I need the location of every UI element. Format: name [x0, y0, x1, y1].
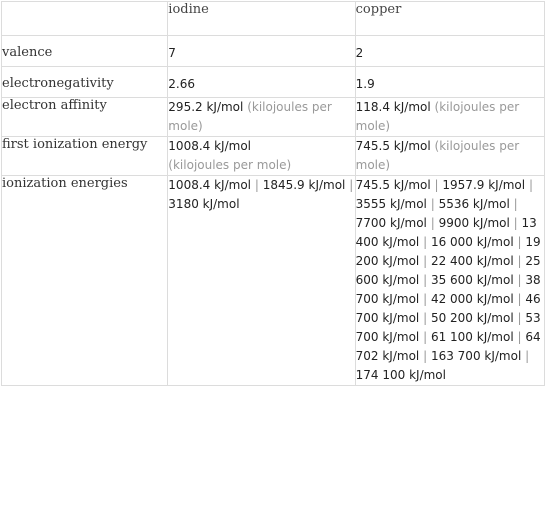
list-separator: | — [517, 292, 526, 306]
copper-electronegativity — [355, 67, 544, 98]
unit-note: (kilojoules per mole) — [168, 100, 332, 133]
list-separator: | — [349, 178, 354, 192]
ionization-energy-value: 38 700 kJ/mol — [355, 273, 541, 306]
list-separator: | — [423, 273, 431, 287]
ionization-energy-value: 50 200 kJ/mol — [430, 311, 514, 325]
ionization-energy-value: 745.5 kJ/mol — [355, 178, 431, 192]
header-corner — [2, 2, 168, 36]
value-text: 295.2 kJ/mol — [168, 100, 244, 114]
iodine-ionization-list — [168, 176, 355, 386]
header-row — [2, 2, 545, 36]
ionization-energy-value: 35 600 kJ/mol — [430, 273, 514, 287]
table-row — [2, 98, 545, 137]
unit-note: (kilojoules per mole) — [168, 158, 292, 172]
ionization-energy-value: 16 000 kJ/mol — [430, 235, 514, 249]
list-separator: | — [513, 197, 518, 211]
list-separator: | — [423, 311, 431, 325]
list-separator: | — [423, 235, 431, 249]
list-separator: | — [517, 330, 526, 344]
element-comparison-table — [1, 1, 545, 386]
unit-note: (kilojoules per mole) — [355, 100, 520, 133]
value-text: 1008.4 kJ/mol — [168, 139, 251, 153]
ionization-energy-value: 9900 kJ/mol — [438, 216, 510, 230]
ionization-energy-value: 7700 kJ/mol — [355, 216, 427, 230]
list-separator: | — [517, 273, 526, 287]
ionization-energy-value: 1845.9 kJ/mol — [262, 178, 346, 192]
ionization-energy-value: 53 700 kJ/mol — [355, 311, 541, 344]
copper-electron-affinity — [355, 98, 544, 137]
list-separator: | — [517, 311, 526, 325]
list-separator: | — [517, 235, 526, 249]
row-label: ionization energies — [2, 176, 168, 386]
row-label: electron affinity — [2, 98, 168, 137]
table-row — [2, 67, 545, 98]
copper-first-ionization — [355, 137, 544, 176]
list-separator: | — [517, 254, 526, 268]
ionization-energy-value: 42 000 kJ/mol — [430, 292, 514, 306]
ionization-energy-value: 1008.4 kJ/mol — [168, 178, 251, 192]
value-text: 1.9 — [355, 77, 375, 91]
list-separator: | — [513, 216, 522, 230]
ionization-energy-value: 13 400 kJ/mol — [355, 216, 537, 249]
row-label: electronegativity — [2, 67, 168, 98]
ionization-energy-value: 1957.9 kJ/mol — [442, 178, 526, 192]
value-text: 7 — [168, 46, 176, 60]
value-text: 2 — [355, 46, 364, 60]
ionization-energy-value: 25 600 kJ/mol — [355, 254, 541, 287]
row-label: valence — [2, 36, 168, 67]
list-separator: | — [430, 216, 439, 230]
list-separator: | — [434, 178, 443, 192]
copper-ionization-list — [355, 176, 544, 386]
unit-note: (kilojoules per mole) — [355, 139, 520, 172]
ionization-energy-value: 64 702 kJ/mol — [355, 330, 541, 363]
header-copper: copper — [355, 2, 544, 36]
iodine-electronegativity — [168, 67, 355, 98]
ionization-energy-value: 174 100 kJ/mol — [355, 368, 446, 382]
list-separator: | — [423, 349, 431, 363]
value-text: 2.66 — [168, 77, 196, 91]
list-separator: | — [430, 197, 439, 211]
value-text: 118.4 kJ/mol — [355, 100, 431, 114]
table-row — [2, 176, 545, 386]
ionization-energy-value: 22 400 kJ/mol — [430, 254, 514, 268]
list-separator: | — [525, 349, 530, 363]
row-label: first ionization energy — [2, 137, 168, 176]
iodine-first-ionization — [168, 137, 355, 176]
list-separator: | — [423, 254, 431, 268]
table-row — [2, 137, 545, 176]
ionization-energy-value: 163 700 kJ/mol — [430, 349, 522, 363]
iodine-electron-affinity — [168, 98, 355, 137]
ionization-energy-value: 3180 kJ/mol — [168, 197, 240, 211]
table-row — [2, 36, 545, 67]
ionization-energy-value: 19 200 kJ/mol — [355, 235, 541, 268]
ionization-energy-value: 3555 kJ/mol — [355, 197, 427, 211]
iodine-valence — [168, 36, 355, 67]
ionization-energy-value: 61 100 kJ/mol — [430, 330, 514, 344]
value-text: 745.5 kJ/mol — [355, 139, 431, 153]
list-separator: | — [254, 178, 263, 192]
list-separator: | — [528, 178, 533, 192]
list-separator: | — [423, 330, 431, 344]
list-separator: | — [423, 292, 431, 306]
ionization-energy-value: 5536 kJ/mol — [438, 197, 510, 211]
header-iodine: iodine — [168, 2, 355, 36]
copper-valence — [355, 36, 544, 67]
ionization-energy-value: 46 700 kJ/mol — [355, 292, 541, 325]
